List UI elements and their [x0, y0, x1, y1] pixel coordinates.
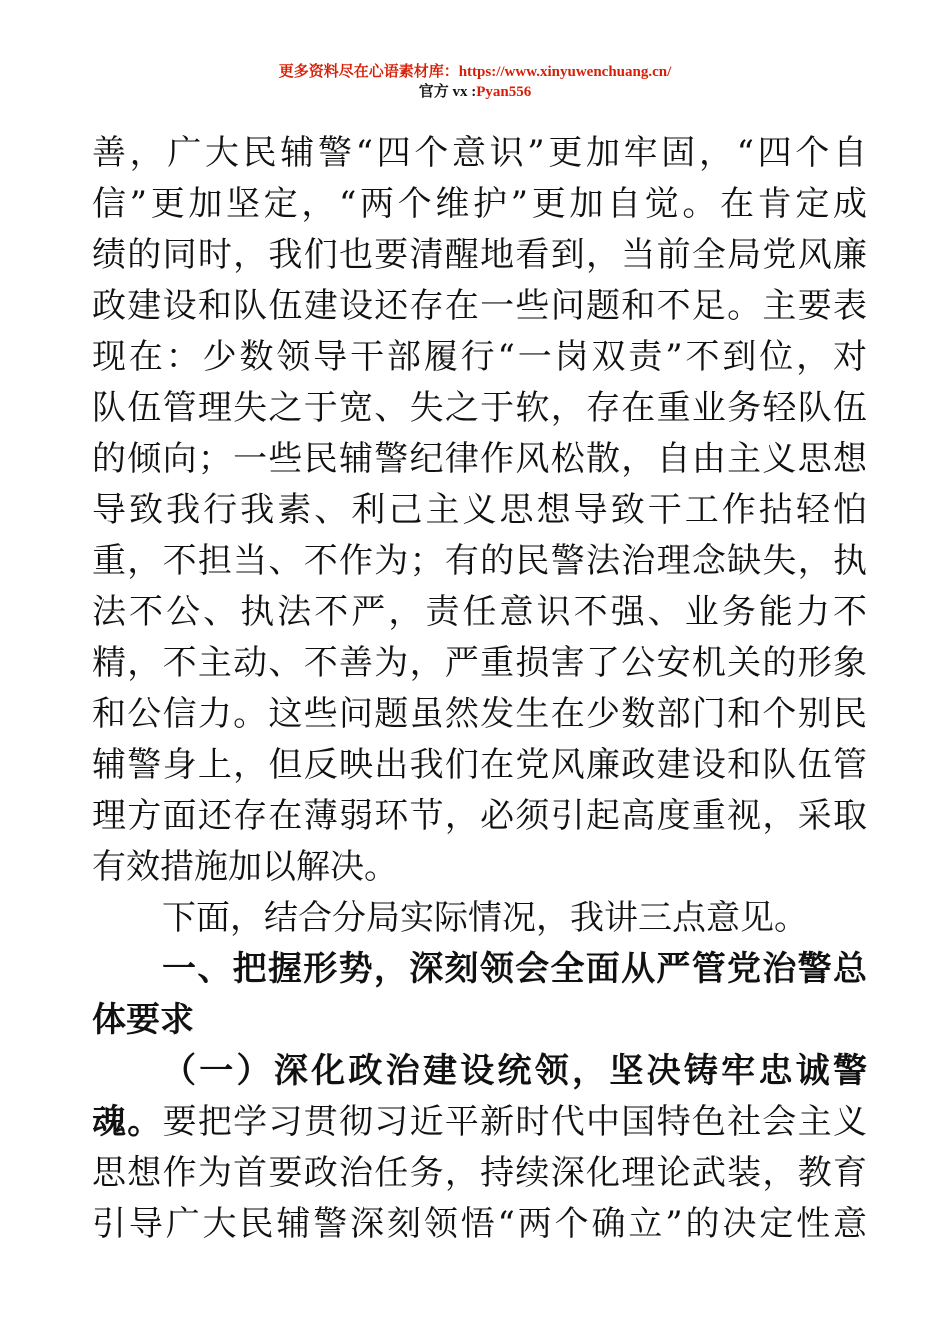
body-line: 导致我行我素、利己主义思想导致干工作拈轻怕: [92, 490, 867, 530]
section-heading: 一、把握形势，深刻领会全面从严管党治警总: [162, 949, 867, 989]
source-url[interactable]: https://www.xinyuwenchuang.cn/: [458, 64, 672, 80]
subsection-heading-end: 魂。: [92, 1102, 163, 1142]
section-heading-cont: 体要求: [92, 1000, 194, 1040]
body-line: 精，不主动、不善为，严重损害了公安机关的形象: [92, 643, 867, 683]
subsection-heading: （一）深化政治建设统领，坚决铸牢忠诚警: [162, 1051, 867, 1091]
source-line: [0, 62, 950, 82]
subsection-line: [92, 1097, 867, 1148]
body-line: 引导广大民辅警深刻领悟“两个确立”的决定性意: [92, 1204, 867, 1244]
body-line: 重，不担当、不作为；有的民警法治理念缺失，执: [92, 541, 867, 581]
body-line: 法不公、执法不严，责任意识不强、业务能力不: [92, 592, 867, 632]
body-line: 有效措施加以解决。: [92, 847, 398, 887]
body-line: 绩的同时，我们也要清醒地看到，当前全局党风廉: [92, 235, 867, 275]
document-body: [92, 128, 867, 1250]
watermark-header: [0, 62, 950, 102]
body-line: 信”更加坚定，“两个维护”更加自觉。在肯定成: [92, 184, 867, 224]
body-line: 政建设和队伍建设还存在一些问题和不足。主要表: [92, 286, 867, 326]
source-label: 更多资料尽在心语素材库：: [278, 64, 459, 80]
account-id: Pyan556: [476, 84, 532, 100]
intro-paragraph: 下面，结合分局实际情况，我讲三点意见。: [162, 898, 808, 938]
body-line: 现在：少数领导干部履行“一岗双责”不到位，对: [92, 337, 867, 377]
account-label: 官方 vx :: [418, 84, 477, 100]
body-line: 理方面还存在薄弱环节，必须引起高度重视，采取: [92, 796, 867, 836]
account-line: [0, 82, 950, 102]
body-line: 思想作为首要政治任务，持续深化理论武装，教育: [92, 1153, 867, 1193]
body-line: 队伍管理失之于宽、失之于软，存在重业务轻队伍: [92, 388, 867, 428]
body-line: 辅警身上，但反映出我们在党风廉政建设和队伍管: [92, 745, 867, 785]
body-line: 善，广大民辅警“四个意识”更加牢固，“四个自: [92, 133, 867, 173]
subsection-text: 要把学习贯彻习近平新时代中国特色社会主义: [162, 1102, 867, 1142]
body-line: 和公信力。这些问题虽然发生在少数部门和个别民: [92, 694, 867, 734]
body-line: 的倾向；一些民辅警纪律作风松散，自由主义思想: [92, 439, 867, 479]
